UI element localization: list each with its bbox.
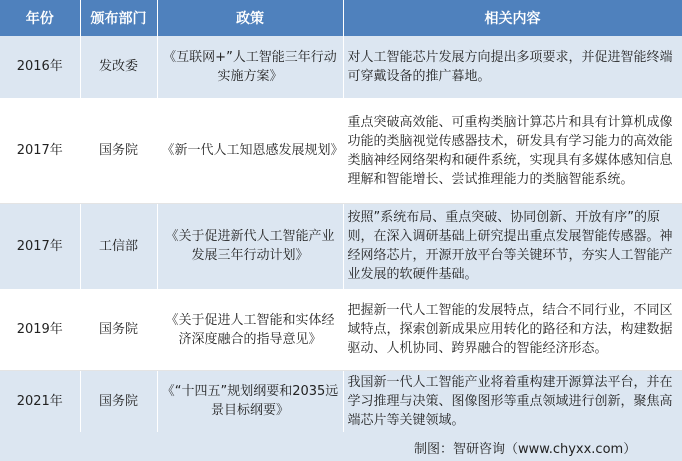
row-department: 工信部 <box>80 203 157 289</box>
row-department: 发改委 <box>80 36 157 98</box>
row-content: 按照”系统布局、重点突破、协同创新、开放有序”的原则，在深入调研基础上研究提出重点发展智能传感器。神经网络芯片，开源开放平台等关键环节，夯实人工智能产业发展的软硬件基础。 <box>343 203 682 289</box>
row-department: 国务院 <box>80 370 157 432</box>
row-year: 2019年 <box>0 289 80 370</box>
table-row <box>0 370 682 432</box>
row-content: 重点突破高效能、可重构类脑计算芯片和具有计算机成像功能的类脑视觉传感器技术，研发具有学习能力的高效能类脑神经网络架构和硬件系统，实现具有多媒体感知信息理解和智能增长、尝试推理能力的类脑智能系统。 <box>343 98 682 203</box>
row-policy: 《新一代人工知恩感发展规划》 <box>157 98 343 203</box>
row-department: 国务院 <box>80 289 157 370</box>
row-year: 2017年 <box>0 98 80 203</box>
row-content: 我国新一代人工智能产业将着重构建开源算法平台，并在学习推理与决策、图像图形等重点领域进行创新，聚焦高端芯片等关键领域。 <box>343 370 682 432</box>
row-year: 2016年 <box>0 36 80 98</box>
table-header-row <box>0 0 682 36</box>
row-content: 对人工智能芯片发展方向提出多项要求，并促进智能终端可穿戴设备的推广暮地。 <box>343 36 682 98</box>
row-year: 2021年 <box>0 370 80 432</box>
row-policy: 《关于促进人工智能和实体经济深度融合的指导意见》 <box>157 289 343 370</box>
table-row <box>0 36 682 98</box>
header-department: 颁布部门 <box>80 0 157 36</box>
header-year: 年份 <box>0 0 80 36</box>
table-row <box>0 289 682 370</box>
header-content: 相关内容 <box>343 0 682 36</box>
row-content: 把握新一代人工智能的发展特点，结合不同行业，不同区域特点，探索创新成果应用转化的路径和方法，构建数据驱动、人机协同、跨界融合的智能经济形态。 <box>343 289 682 370</box>
header-policy: 政策 <box>157 0 343 36</box>
row-policy: 《互联网+”人工智能三年行动实施方案》 <box>157 36 343 98</box>
row-year: 2017年 <box>0 203 80 289</box>
source-credit: 制图：智研咨询（www.chyxx.com） <box>414 442 637 457</box>
row-department: 国务院 <box>80 98 157 203</box>
table-row <box>0 98 682 203</box>
source-footer <box>0 432 682 461</box>
row-policy: 《“十四五”规划纲要和2035远景目标纲要》 <box>157 370 343 432</box>
table-row <box>0 203 682 289</box>
row-policy: 《关于促进新代人工智能产业发展三年行动计划》 <box>157 203 343 289</box>
